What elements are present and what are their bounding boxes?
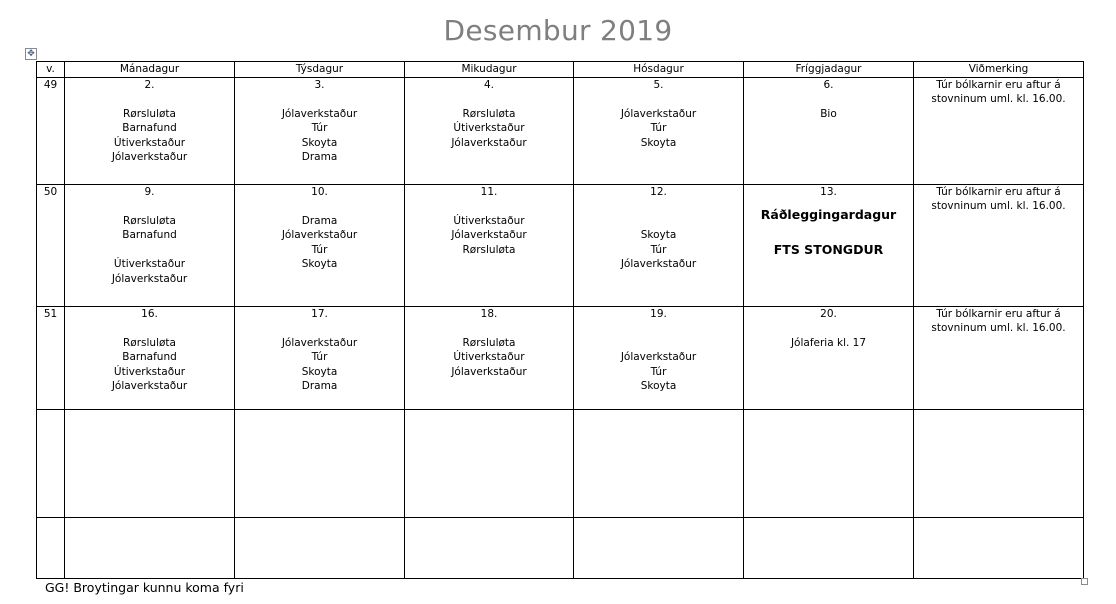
- day-cell-monday[interactable]: [65, 409, 235, 517]
- activity-item: Jólaferia kl. 17: [790, 336, 867, 349]
- table-resize-handle[interactable]: [1081, 578, 1088, 585]
- day-cell-tuesday[interactable]: [235, 77, 405, 184]
- activity-item: Rørsluløta: [123, 214, 176, 227]
- day-date: 6.: [823, 78, 834, 91]
- note-cell[interactable]: [914, 517, 1084, 578]
- activity-item: Útiverkstaður: [113, 365, 186, 378]
- day-header-wednesday: Mikudagur: [405, 62, 574, 78]
- activity-item: Jólaverkstaður: [620, 107, 697, 120]
- activity-item: Jólaverkstaður: [111, 380, 188, 392]
- day-date: 18.: [480, 307, 498, 320]
- activity-item: Skoyta: [301, 136, 338, 149]
- day-header-thursday: Hósdagur: [574, 62, 744, 78]
- activity-item: Rørsluløta: [462, 107, 516, 120]
- week-row: [37, 184, 1084, 306]
- day-cell-monday[interactable]: [65, 184, 235, 306]
- page-title: Desembur 2019: [443, 14, 673, 47]
- day-date: 11.: [480, 185, 498, 198]
- activity-item: Túr: [650, 122, 667, 134]
- day-cell-friday[interactable]: [744, 77, 914, 184]
- day-date: 3.: [314, 78, 325, 91]
- day-date: 5.: [653, 78, 664, 91]
- day-cell-wednesday[interactable]: [405, 409, 574, 517]
- activity-item: Skoyta: [301, 365, 338, 378]
- activity-item: Skoyta: [640, 380, 677, 392]
- day-cell-thursday[interactable]: [574, 306, 744, 409]
- week-number: [37, 517, 65, 578]
- week-number: 49: [37, 77, 65, 184]
- day-date: 4.: [483, 78, 495, 91]
- note-cell[interactable]: [914, 306, 1084, 409]
- day-cell-friday[interactable]: [744, 517, 914, 578]
- activity-item: Barnafund: [122, 351, 177, 363]
- day-cell-wednesday[interactable]: [405, 77, 574, 184]
- week-row: [37, 409, 1084, 517]
- day-cell-wednesday[interactable]: [405, 306, 574, 409]
- activity-item: Túr: [650, 243, 667, 256]
- day-cell-tuesday[interactable]: [235, 409, 405, 517]
- activity-item: Útiverkstaður: [453, 214, 525, 227]
- note-header: Viðmerking: [914, 62, 1084, 78]
- day-cell-thursday[interactable]: [574, 184, 744, 306]
- day-cell-friday[interactable]: [744, 306, 914, 409]
- highlight-event: Ráðleggingardagur: [760, 207, 897, 222]
- day-cell-tuesday[interactable]: [235, 184, 405, 306]
- day-date: 17.: [311, 307, 328, 320]
- highlight-event: FTS STONGDUR: [773, 241, 884, 257]
- activity-item: Jólaverkstaður: [620, 351, 697, 363]
- day-header-friday: Fríggjadagur: [744, 62, 914, 78]
- activity-item: Rørsluløta: [462, 336, 516, 349]
- activity-item: Skoyta: [301, 258, 338, 270]
- note-cell[interactable]: [914, 77, 1084, 184]
- day-date: 12.: [650, 185, 667, 198]
- activity-item: Drama: [301, 151, 338, 163]
- day-cell-tuesday[interactable]: [235, 306, 405, 409]
- note-text: Túr bólkarnir eru aftur á stovninum uml. kl. 16.00.: [931, 307, 1066, 334]
- activity-item: Barnafund: [122, 229, 177, 241]
- activity-item: Túr: [311, 122, 328, 134]
- day-date: 16.: [141, 307, 158, 320]
- activity-item: Skoyta: [640, 136, 677, 149]
- activity-item: Rørsluløta: [462, 243, 516, 256]
- week-number: 51: [37, 306, 65, 409]
- day-cell-thursday[interactable]: [574, 517, 744, 578]
- footer-note: GG! Broytingar kunnu koma fyri: [45, 580, 244, 595]
- week-row: [37, 77, 1084, 184]
- table-move-handle-icon[interactable]: ✥: [25, 48, 37, 60]
- activity-item: Jólaverkstaður: [111, 272, 188, 285]
- week-header: v.: [37, 62, 65, 78]
- activity-item: Jólaverkstaður: [281, 336, 358, 349]
- day-cell-monday[interactable]: [65, 306, 235, 409]
- day-cell-friday[interactable]: [744, 409, 914, 517]
- week-row: [37, 306, 1084, 409]
- activity-item: Túr: [650, 365, 667, 378]
- activity-item: Rørsluløta: [123, 336, 176, 349]
- day-cell-tuesday[interactable]: [235, 517, 405, 578]
- note-text: Túr bólkarnir eru aftur á stovninum uml. kl. 16.00.: [931, 78, 1066, 105]
- week-row: [37, 517, 1084, 578]
- day-cell-monday[interactable]: [65, 77, 235, 184]
- week-number: [37, 409, 65, 517]
- activity-item: Barnafund: [122, 122, 177, 134]
- activity-item: Jólaverkstaður: [451, 136, 527, 149]
- activity-item: Drama: [301, 380, 338, 392]
- activity-item: Útiverkstaður: [453, 122, 525, 134]
- activity-item: Skoyta: [640, 229, 677, 241]
- day-header-tuesday: Týsdagur: [235, 62, 405, 78]
- activity-item: Bio: [820, 107, 837, 120]
- day-date: 9.: [144, 185, 155, 198]
- activity-item: Túr: [311, 351, 328, 363]
- day-cell-wednesday[interactable]: [405, 184, 574, 306]
- activity-item: Jólaverkstaður: [281, 107, 358, 120]
- day-date: 10.: [311, 185, 328, 198]
- activity-item: Jólaverkstaður: [281, 229, 358, 241]
- day-date: 19.: [650, 307, 667, 320]
- activity-item: Útiverkstaður: [113, 136, 186, 149]
- day-cell-thursday[interactable]: [574, 409, 744, 517]
- activity-item: Jólaverkstaður: [620, 258, 697, 270]
- note-cell[interactable]: [914, 184, 1084, 306]
- note-cell[interactable]: [914, 409, 1084, 517]
- day-date: 2.: [144, 78, 155, 91]
- calendar-table: [36, 61, 1084, 579]
- activity-item: Túr: [311, 243, 328, 256]
- header-row: [37, 62, 1084, 78]
- day-date: 20.: [820, 307, 837, 320]
- activity-item: Útiverkstaður: [453, 351, 525, 363]
- activity-item: Jólaverkstaður: [451, 229, 527, 241]
- day-cell-friday[interactable]: [744, 184, 914, 306]
- day-cell-thursday[interactable]: [574, 77, 744, 184]
- activity-item: Jólaverkstaður: [451, 365, 527, 378]
- day-cell-wednesday[interactable]: [405, 517, 574, 578]
- activity-item: Útiverkstaður: [113, 258, 186, 270]
- week-number: 50: [37, 184, 65, 306]
- note-text: Túr bólkarnir eru aftur á stovninum uml. kl. 16.00.: [931, 185, 1066, 212]
- day-header-monday: Mánadagur: [65, 62, 235, 78]
- day-cell-monday[interactable]: [65, 517, 235, 578]
- activity-item: Jólaverkstaður: [111, 151, 188, 163]
- activity-item: Drama: [301, 214, 338, 227]
- day-date: 13.: [820, 185, 837, 198]
- activity-item: Rørsluløta: [123, 107, 176, 120]
